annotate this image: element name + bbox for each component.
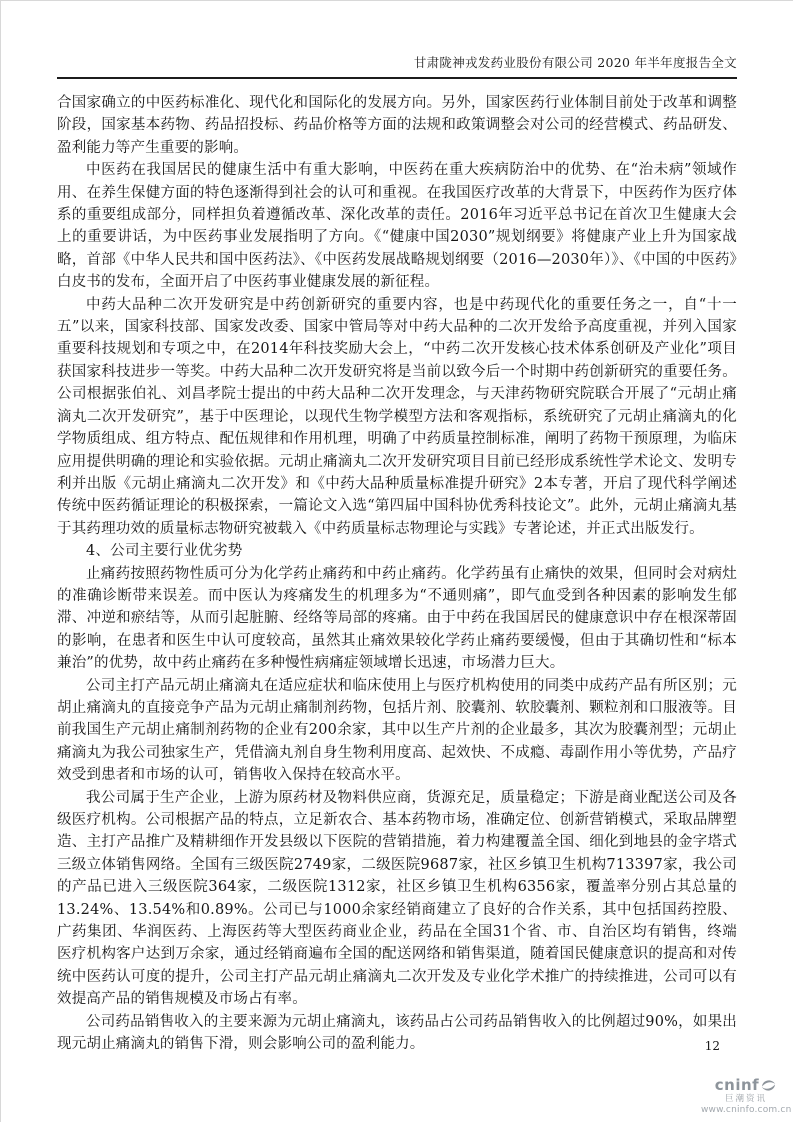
cninfo-brand-text: cninf bbox=[714, 1076, 760, 1094]
paragraph: 公司主打产品元胡止痛滴丸在适应症状和临床使用上与医疗机构使用的同类中成药产品有所区别；元胡止痛滴丸的直接竞争产品为元胡止痛制剂药物，包括片剂、胶囊剂、软胶囊剂、颗粒剂和口服液等。目前我国生产元胡止痛制剂药物的企业有200余家，其中以生产片剂的企业最多，其次为胶囊剂型；元胡止痛滴丸为我公司独家生产，凭借滴丸剂自身生物利用度高、起效快、不成瘾、毒副作用小等优势，产品疗效受到患者和市场的认可，销售收入保持在较高水平。 bbox=[57, 677, 737, 784]
paragraph: 中药大品种二次开发研究是中药创新研究的重要内容，也是中药现代化的重要任务之一，自“十一五”以来，国家科技部、国家发改委、国家中管局等对中药大品种的二次开发给予高度重视，并列入国家重要科技规划和专项之中，在2014年科技奖励大会上，“中药二次开发核心技术体系创研及产业化”项目获国家科技进步一等奖。中药大品种二次开发研究将是当前以致今后一个时期中药创新研究的重要任务。公司根据张伯礼、刘昌孝院士提出的中药大品种二次开发理念，与天津药物研究院联合开展了“元胡止痛滴丸二次开发研究”，基于中医理论，以现代生物学模型方法和客观指标，系统研究了元胡止痛滴丸的化学物质组成、组方特点、配伍规律和作用机理，明确了中药质量控制标准，阐明了药物干预原理，为临床应用提供明确的理论和实验依据。元胡止痛滴丸二次开发研究项目目前已经形成系统性学术论文、发明专利并出版《元胡止痛滴丸二次开发》和《中药大品种质量标准提升研究》2本专著，开启了现代科学阐述传统中医药循证理论的积极探索，一篇论文入选“第四届中国科协优秀科技论文”。此外，元胡止痛滴丸基于其药理功效的质量标志物研究被载入《中药质量标志物理论与实践》专著论述，并正式出版发行。 bbox=[57, 296, 737, 537]
paragraph: 止痛药按照药物性质可分为化学药止痛药和中药止痛药。化学药虽有止痛快的效果，但同时会对病灶的准确诊断带来误差。而中医认为疼痛发生的机理多为“不通则痛”，即气血受到各种因素的影响发生郁滞、冲逆和瘀结等，从而引起脏腑、经络等局部的疼痛。由于中药在我国居民的健康意识中存在根深蒂固的影响，在患者和医生中认可度较高，虽然其止痛效果较化学药止痛药要缓慢，但由于其确切性和“标本兼治”的优势，故中药止痛药在多种慢性病痛症领域增长迅速，市场潜力巨大。 bbox=[57, 565, 737, 672]
paragraph-continuation: 合国家确立的中医药标准化、现代化和国际化的发展方向。另外，国家医药行业体制目前处于改革和调整阶段，国家基本药物、药品招投标、药品价格等方面的法规和政策调整会对公司的经营模式、药品研发、盈利能力等产生重要的影响。 bbox=[57, 95, 737, 156]
section-heading: 4、公司主要行业优劣势 bbox=[86, 543, 243, 560]
report-header-title: 甘肃陇神戎发药业股份有限公司 2020 年半年度报告全文 bbox=[413, 55, 737, 70]
paragraph: 我公司属于生产企业，上游为原药材及物料供应商，货源充足，质量稳定；下游是商业配送公司及各级医疗机构。公司根据产品的特点，立足新农合、基本药物市场，准确定位、创新营销模式，采取品牌塑造、主打产品推广及精耕细作开发县级以下医院的营销措施，着力构建覆盖全国、细化到地县的金字塔式三级立体销售网络。全国有三级医院2749家，二级医院9687家，社区乡镇卫生机构713397家，我公司的产品已进入三级医院364家，二级医院1312家，社区乡镇卫生机构6356家，覆盖率分别占其总量的13.24%、13.54%和0.89%。公司已与1000余家经销商建立了良好的合作关系，其中包括国药控股、广药集团、华润医药、上海医药等大型医药商业企业，药品在全国31个省、市、自治区均有销售，终端医疗机构客户达到万余家，通过经销商遍布全国的配送网络和销售渠道，随着国民健康意识的提高和对传统中医药认可度的提升，公司主打产品元胡止痛滴丸二次开发及专业化学术推广的持续推进，公司可以有效提高产品的销售规模及市场占有率。 bbox=[57, 789, 737, 1008]
header-divider bbox=[57, 77, 737, 79]
cninfo-brand-row bbox=[701, 1077, 791, 1094]
page-number: 12 bbox=[704, 1039, 720, 1053]
cninfo-swirl-icon bbox=[760, 1078, 777, 1093]
paragraph: 公司药品销售收入的主要来源为元胡止痛滴丸，该药品占公司药品销售收入的比例超过90%，如果出现元胡止痛滴丸的销售下滑，则会影响公司的盈利能力。 bbox=[57, 1013, 737, 1053]
paragraph: 中医药在我国居民的健康生活中有重大影响，中医药在重大疾病防治中的优势、在“治未病”领域作用、在养生保健方面的特色逐渐得到社会的认可和重视。在我国医疗改革的大背景下，中医药作为医疗体系的重要组成部分，同样担负着遵循改革、深化改革的责任。2016年习近平总书记在首次卫生健康大会上的重要讲话，为中医药事业发展指明了方向。《“健康中国2030”规划纲要》将健康产业上升为国家战略，首部《中华人民共和国中医药法》、《中医药发展战略规划纲要（2016—2030年）》、《中国的中医药》白皮书的发布，全面开启了中医药事业健康发展的新征程。 bbox=[57, 162, 737, 291]
document-body bbox=[57, 92, 737, 1055]
cninfo-watermark bbox=[701, 1077, 791, 1116]
cninfo-url: www.cninfo.com.cn bbox=[701, 1104, 792, 1115]
cninfo-chinese-name: 巨潮资讯 bbox=[724, 1093, 767, 1104]
